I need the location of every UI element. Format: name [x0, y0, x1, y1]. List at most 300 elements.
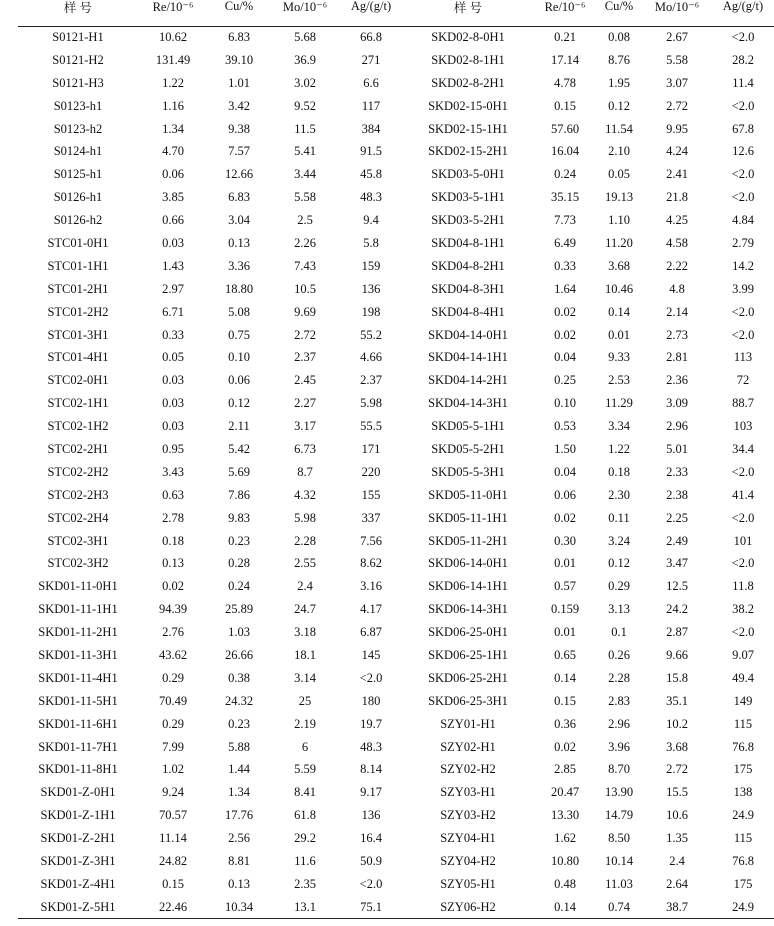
table-cell: 10.80 — [550, 854, 580, 868]
table-cell: 4.66 — [360, 350, 382, 365]
table-cell: 117 — [361, 98, 381, 113]
table-cell: SZY06-H2 — [402, 896, 534, 919]
table-row — [18, 140, 774, 163]
table-cell: SKD02-15-0H1 — [428, 98, 508, 113]
table-cell: 35.1 — [666, 693, 688, 708]
table-cell: 41.4 — [732, 487, 754, 502]
table-cell: 4.78 — [554, 75, 576, 90]
table-cell: 24.9 — [732, 808, 754, 823]
table-cell: 12.66 — [224, 167, 254, 182]
table-cell: 5.58 — [666, 52, 688, 67]
table-cell: 5.41 — [294, 144, 316, 159]
table-cell: 5.69 — [228, 464, 250, 479]
table-cell: 14.2 — [732, 258, 754, 273]
table-row — [18, 484, 774, 507]
table-cell: SKD05-11-2H1 — [428, 533, 508, 548]
table-cell: 0.30 — [554, 533, 576, 548]
table-cell: SKD01-11-5H1 — [38, 693, 118, 708]
table-cell: SKD04-14-1H1 — [428, 350, 508, 365]
table-row — [18, 530, 774, 553]
table-cell: 0.33 — [554, 258, 576, 273]
table-cell: SKD01-Z-0H1 — [40, 785, 116, 800]
table-cell: <2.0 — [731, 556, 755, 571]
table-cell: SKD04-14-0H1 — [428, 327, 508, 342]
table-cell: 136 — [361, 808, 381, 823]
table-cell: STC01-4H1 — [47, 350, 109, 365]
table-cell: 3.68 — [666, 739, 688, 754]
table-cell: SKD01-11-7H1 — [38, 739, 118, 754]
table-cell: 2.87 — [666, 625, 688, 640]
table-cell: 48.3 — [360, 739, 382, 754]
table-cell: 0.02 — [554, 510, 576, 525]
table-cell: 159 — [361, 258, 381, 273]
table-row — [18, 346, 774, 369]
table-row — [18, 324, 774, 347]
table-cell: 36.9 — [294, 52, 316, 67]
table-cell: SKD01-11-8H1 — [38, 762, 118, 777]
table-cell: 0.36 — [554, 716, 576, 731]
table-cell: 49.4 — [732, 670, 754, 685]
table-cell: S0124-h1 — [53, 144, 103, 159]
table-cell: 9.07 — [732, 647, 754, 662]
table-cell: 57.60 — [550, 121, 580, 136]
table-row — [18, 621, 774, 644]
table-cell: 149 — [733, 693, 753, 708]
table-cell: 1.34 — [228, 785, 250, 800]
table-cell: 175 — [733, 762, 753, 777]
table-cell: 0.95 — [162, 441, 184, 456]
table-cell: 24.7 — [294, 602, 316, 617]
table-cell: 0.10 — [554, 396, 576, 411]
table-cell: STC02-1H1 — [47, 396, 109, 411]
table-row — [18, 804, 774, 827]
table-cell: SKD01-11-2H1 — [38, 625, 118, 640]
table-cell: 2.56 — [228, 831, 250, 846]
table-cell: 19.13 — [604, 190, 634, 205]
table-cell: 11.8 — [732, 579, 754, 594]
table-cell: <2.0 — [731, 167, 755, 182]
table-cell: 12.6 — [732, 144, 754, 159]
table-cell: 5.98 — [360, 396, 382, 411]
table-row — [18, 781, 774, 804]
table-cell: <2.0 — [731, 625, 755, 640]
table-row — [18, 72, 774, 95]
table-cell: 220 — [361, 464, 381, 479]
table-row — [18, 759, 774, 782]
table-cell: 15.5 — [666, 785, 688, 800]
table-cell: 2.41 — [666, 167, 688, 182]
table-cell: 16.4 — [360, 831, 382, 846]
table-cell: 3.09 — [666, 396, 688, 411]
table-cell: 0.12 — [608, 556, 630, 571]
table-cell: 7.73 — [554, 213, 576, 228]
table-cell: 8.62 — [360, 556, 382, 571]
table-cell: 10.46 — [604, 281, 634, 296]
column-header: Ag/(g/t) — [340, 0, 402, 20]
table-cell: 9.38 — [228, 121, 250, 136]
table-cell: SKD01-11-4H1 — [38, 670, 118, 685]
table-cell: 0.14 — [608, 304, 630, 319]
table-cell: 0.10 — [228, 350, 250, 365]
table-cell: <2.0 — [359, 876, 383, 891]
table-cell: 3.17 — [294, 419, 316, 434]
table-cell: SKD01-11-1H1 — [38, 602, 118, 617]
table-cell: 0.63 — [162, 487, 184, 502]
table-cell: 0.18 — [608, 464, 630, 479]
table-cell: 1.22 — [608, 441, 630, 456]
table-cell: 0.159 — [550, 602, 580, 617]
table-cell: SKD05-5-3H1 — [431, 464, 505, 479]
table-row — [18, 95, 774, 118]
table-cell: 1.95 — [608, 75, 630, 90]
table-cell: 1.43 — [162, 258, 184, 273]
table-cell: STC02-2H2 — [47, 464, 109, 479]
table-cell: 13.90 — [604, 785, 634, 800]
table-cell: SKD03-5-2H1 — [431, 213, 505, 228]
table-cell: 45.8 — [360, 167, 382, 182]
table-cell: SZY03-H1 — [440, 785, 496, 800]
table-cell: 8.50 — [608, 831, 630, 846]
table-row — [18, 255, 774, 278]
table-cell: 4.32 — [294, 487, 316, 502]
table-cell: 9.83 — [228, 510, 250, 525]
table-cell: 0.15 — [554, 693, 576, 708]
table-cell: 5.88 — [228, 739, 250, 754]
table-row — [18, 438, 774, 461]
table-cell: 3.02 — [294, 75, 316, 90]
table-cell: 0.1 — [611, 625, 627, 640]
table-cell: <2.0 — [731, 510, 755, 525]
table-cell: 2.55 — [294, 556, 316, 571]
table-cell: 67.8 — [732, 121, 754, 136]
table-cell: 7.99 — [162, 739, 184, 754]
table-cell: 1.01 — [228, 75, 250, 90]
table-cell: 28.2 — [732, 52, 754, 67]
table-cell: 11.20 — [605, 235, 633, 250]
table-cell: 50.9 — [360, 854, 382, 868]
column-header: Mo/10⁻⁶ — [642, 0, 712, 20]
table-cell: 3.24 — [608, 533, 630, 548]
table-cell: 5.42 — [228, 441, 250, 456]
table-row — [18, 209, 774, 232]
table-cell: 5.01 — [666, 441, 688, 456]
table-cell: <2.0 — [731, 190, 755, 205]
table-cell: SKD01-Z-3H1 — [40, 854, 116, 868]
table-cell: 0.04 — [554, 350, 576, 365]
table-cell: 11.14 — [159, 831, 187, 846]
table-cell: 0.15 — [162, 876, 184, 891]
table-cell: 0.38 — [228, 670, 250, 685]
table-cell: 2.10 — [608, 144, 630, 159]
table-cell: SKD05-5-1H1 — [431, 419, 505, 434]
table-cell: S0121-H2 — [52, 52, 104, 67]
table-cell: 9.17 — [360, 785, 382, 800]
table-row — [18, 896, 774, 919]
table-cell: SKD01-Z-2H1 — [40, 831, 116, 846]
table-cell: 76.8 — [732, 854, 754, 868]
table-cell: SKD04-8-3H1 — [431, 281, 505, 296]
table-cell: 11.03 — [605, 876, 633, 891]
table-cell: 3.44 — [294, 167, 316, 182]
header-row — [18, 0, 774, 26]
table-row — [18, 26, 774, 49]
table-cell: 16.04 — [550, 144, 580, 159]
table-cell: 2.72 — [666, 762, 688, 777]
table-cell: 0.29 — [608, 579, 630, 594]
table-cell: 7.57 — [228, 144, 250, 159]
table-row — [18, 369, 774, 392]
column-header: 样 号 — [402, 0, 534, 20]
table-cell: 198 — [361, 304, 381, 319]
table-cell: 0.01 — [554, 556, 576, 571]
table-cell: SKD01-11-3H1 — [38, 647, 118, 662]
table-cell: 5.68 — [294, 30, 316, 45]
table-cell: 3.07 — [666, 75, 688, 90]
table-cell: 0.06 — [554, 487, 576, 502]
table-cell: 3.85 — [162, 190, 184, 205]
table-cell: 26.66 — [224, 647, 254, 662]
table-body — [18, 26, 774, 919]
column-header: Cu/% — [596, 0, 642, 20]
table-cell: 0.26 — [608, 647, 630, 662]
table-cell: SZY05-H1 — [440, 876, 496, 891]
table-cell: 7.56 — [360, 533, 382, 548]
table-cell: SKD04-8-1H1 — [431, 235, 505, 250]
table-cell: 12.5 — [666, 579, 688, 594]
table-cell: 21.8 — [666, 190, 688, 205]
table-cell: 10.62 — [158, 30, 188, 45]
table-cell: 1.02 — [162, 762, 184, 777]
table-cell: 171 — [361, 441, 381, 456]
table-cell: SKD04-14-3H1 — [428, 396, 508, 411]
table-cell: 0.04 — [554, 464, 576, 479]
table-cell: 3.04 — [228, 213, 250, 228]
column-header: Re/10⁻⁶ — [534, 0, 596, 20]
table-cell: 4.84 — [732, 213, 754, 228]
table-cell: 38.2 — [732, 602, 754, 617]
table-cell: 8.41 — [294, 785, 316, 800]
table-cell: 0.33 — [162, 327, 184, 342]
table-cell: 2.45 — [294, 373, 316, 388]
table-cell: 2.5 — [297, 213, 313, 228]
table-cell: 0.66 — [162, 213, 184, 228]
table-cell: 6.6 — [363, 75, 379, 90]
table-cell: 94.39 — [158, 602, 188, 617]
table-cell: 25 — [298, 693, 312, 708]
table-row — [18, 278, 774, 301]
column-header: 样 号 — [18, 0, 138, 20]
table-cell: 0.02 — [162, 579, 184, 594]
table-cell: 35.15 — [550, 190, 580, 205]
table-cell: SKD06-14-3H1 — [428, 602, 508, 617]
table-cell: 8.14 — [360, 762, 382, 777]
table-cell: 6.73 — [294, 441, 316, 456]
table-cell: STC02-3H1 — [47, 533, 109, 548]
table-cell: 0.05 — [608, 167, 630, 182]
table-cell: 10.5 — [294, 281, 316, 296]
table-cell: 0.13 — [228, 876, 250, 891]
table-cell: 19.7 — [360, 716, 382, 731]
table-cell: 0.03 — [162, 419, 184, 434]
table-cell: SKD02-15-2H1 — [428, 144, 508, 159]
table-cell: S0126-h2 — [53, 213, 103, 228]
table-cell: SKD06-25-2H1 — [428, 670, 508, 685]
table-cell: 17.14 — [550, 52, 580, 67]
table-cell: 3.99 — [732, 281, 754, 296]
table-cell: 8.81 — [228, 854, 250, 868]
table-cell: 0.12 — [228, 396, 250, 411]
table-cell: 3.47 — [666, 556, 688, 571]
table-cell: 2.78 — [162, 510, 184, 525]
table-cell: SKD01-11-6H1 — [38, 716, 118, 731]
table-cell: 6.83 — [228, 30, 250, 45]
table-cell: 0.24 — [228, 579, 250, 594]
table-cell: 72 — [736, 373, 750, 388]
table-cell: 0.23 — [228, 533, 250, 548]
table-cell: SZY02-H2 — [440, 762, 496, 777]
table-row — [18, 736, 774, 759]
table-cell: 0.13 — [228, 235, 250, 250]
table-cell: 8.7 — [297, 464, 313, 479]
table-cell: 3.42 — [228, 98, 250, 113]
table-cell: 5.59 — [294, 762, 316, 777]
table-cell: 18.80 — [224, 281, 254, 296]
table-cell: 0.08 — [608, 30, 630, 45]
table-cell: SKD06-25-3H1 — [428, 693, 508, 708]
table-cell: 75.1 — [340, 896, 402, 919]
table-cell: STC02-2H4 — [47, 510, 109, 525]
table-cell: 0.29 — [162, 670, 184, 685]
table-cell: 0.02 — [554, 739, 576, 754]
table-cell: 3.68 — [608, 258, 630, 273]
table-cell: 2.36 — [666, 373, 688, 388]
table-cell: 61.8 — [294, 808, 316, 823]
table-cell: 8.70 — [608, 762, 630, 777]
column-header: Re/10⁻⁶ — [138, 0, 208, 20]
table-row — [18, 118, 774, 141]
table-cell: 48.3 — [360, 190, 382, 205]
table-cell: 2.81 — [666, 350, 688, 365]
table-cell: 0.14 — [554, 670, 576, 685]
table-cell: 11.5 — [294, 121, 316, 136]
table-cell: 0.23 — [228, 716, 250, 731]
table-row — [18, 552, 774, 575]
table-cell: 2.49 — [666, 533, 688, 548]
table-cell: STC02-2H1 — [47, 441, 109, 456]
table-row — [18, 667, 774, 690]
table-cell: 13.1 — [270, 896, 340, 919]
table-cell: 4.25 — [666, 213, 688, 228]
table-cell: 2.97 — [162, 281, 184, 296]
table-cell: 2.37 — [360, 373, 382, 388]
table-cell: 0.57 — [554, 579, 576, 594]
table-cell: <2.0 — [731, 98, 755, 113]
table-cell: 4.70 — [162, 144, 184, 159]
table-cell: 66.8 — [360, 30, 382, 45]
table-cell: 7.43 — [294, 258, 316, 273]
table-cell: 2.35 — [294, 876, 316, 891]
table-cell: STC02-0H1 — [47, 373, 109, 388]
table-row — [18, 850, 774, 873]
table-cell: 3.14 — [294, 670, 316, 685]
table-cell: 1.62 — [554, 831, 576, 846]
table-cell: 13.30 — [550, 808, 580, 823]
table-row — [18, 575, 774, 598]
table-cell: 0.29 — [162, 716, 184, 731]
table-cell: 0.06 — [162, 167, 184, 182]
data-table-container — [18, 0, 764, 919]
table-cell: 6 — [301, 739, 309, 754]
table-cell: 39.10 — [224, 52, 254, 67]
table-cell: SKD01-Z-5H1 — [18, 896, 138, 919]
table-cell: 6.49 — [554, 235, 576, 250]
table-cell: SZY04-H2 — [440, 854, 496, 868]
table-cell: 20.47 — [550, 785, 580, 800]
table-cell: 2.37 — [294, 350, 316, 365]
table-cell: 34.4 — [732, 441, 754, 456]
table-cell: SKD04-8-4H1 — [431, 304, 505, 319]
table-cell: S0123-h1 — [53, 98, 103, 113]
table-cell: 2.26 — [294, 235, 316, 250]
table-cell: 18.1 — [294, 647, 316, 662]
table-cell: 70.49 — [158, 693, 188, 708]
table-cell: 10.14 — [604, 854, 634, 868]
table-cell: <2.0 — [731, 30, 755, 45]
table-cell: STC01-0H1 — [47, 235, 109, 250]
table-cell: 0.02 — [554, 304, 576, 319]
table-cell: STC01-3H1 — [47, 327, 109, 342]
table-cell: 2.79 — [732, 235, 754, 250]
table-cell: 10.6 — [666, 808, 688, 823]
table-cell: 4.58 — [666, 235, 688, 250]
table-cell: 3.16 — [360, 579, 382, 594]
table-cell: 6.83 — [228, 190, 250, 205]
table-cell: 0.15 — [554, 98, 576, 113]
table-cell: 11.29 — [605, 396, 633, 411]
table-cell: 1.10 — [608, 213, 630, 228]
table-cell: 0.11 — [608, 510, 630, 525]
table-cell: STC01-1H1 — [47, 258, 109, 273]
table-cell: 2.64 — [666, 876, 688, 891]
table-cell: 0.01 — [608, 327, 630, 342]
table-cell: 180 — [361, 693, 381, 708]
table-cell: 24.82 — [158, 854, 188, 868]
table-cell: 3.13 — [608, 602, 630, 617]
table-cell: 2.73 — [666, 327, 688, 342]
table-cell: 76.8 — [732, 739, 754, 754]
table-cell: 0.74 — [596, 896, 642, 919]
table-cell: 2.27 — [294, 396, 316, 411]
table-cell: 8.76 — [608, 52, 630, 67]
table-cell: 0.24 — [554, 167, 576, 182]
table-cell: 0.12 — [608, 98, 630, 113]
table-cell: 17.76 — [224, 808, 254, 823]
table-cell: 0.02 — [554, 327, 576, 342]
table-cell: SKD06-25-1H1 — [428, 647, 508, 662]
table-row — [18, 163, 774, 186]
table-cell: 2.28 — [294, 533, 316, 548]
table-cell: SKD03-5-1H1 — [431, 190, 505, 205]
table-cell: S0123-h2 — [53, 121, 103, 136]
table-cell: 2.72 — [294, 327, 316, 342]
table-cell: 91.5 — [360, 144, 382, 159]
table-cell: STC02-2H3 — [47, 487, 109, 502]
table-cell: 11.4 — [732, 75, 754, 90]
table-row — [18, 415, 774, 438]
table-cell: SKD05-5-2H1 — [431, 441, 505, 456]
table-cell: 0.03 — [162, 235, 184, 250]
table-cell: 155 — [361, 487, 381, 502]
